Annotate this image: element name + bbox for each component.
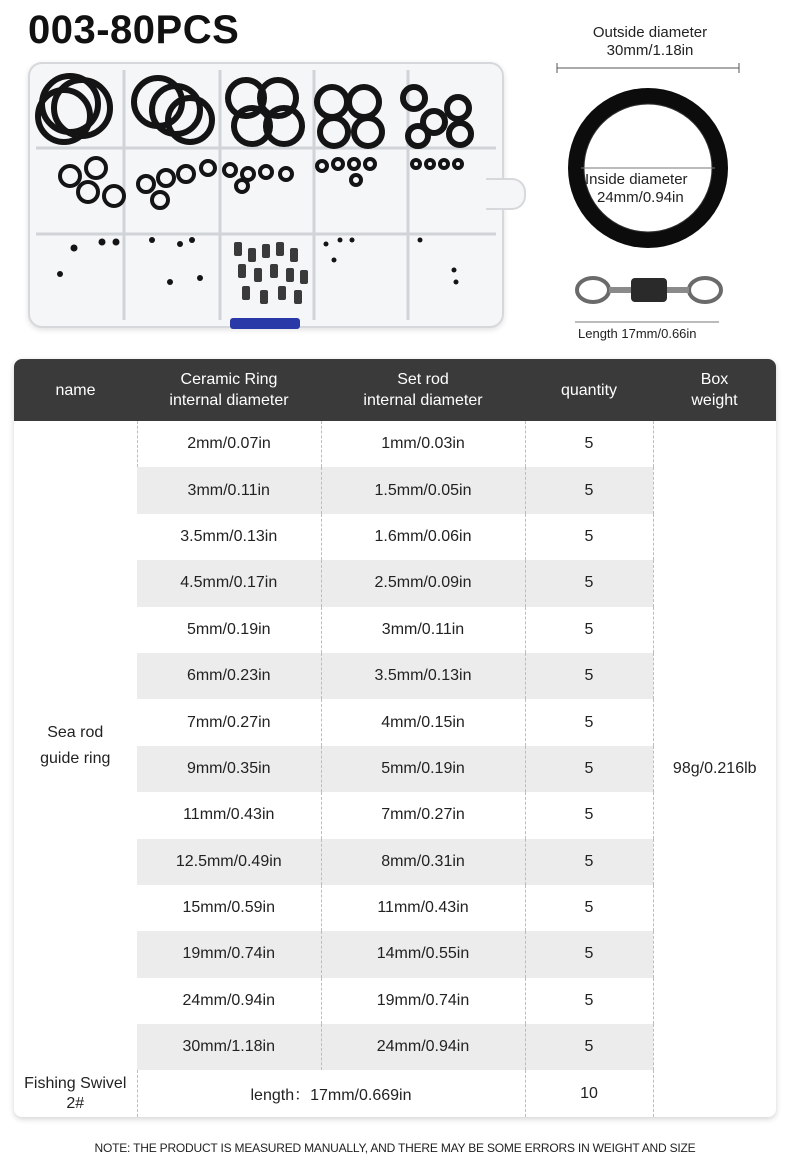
- setrod-diameter-cell: 7mm/0.27in: [321, 792, 525, 838]
- header-name: name: [14, 359, 137, 421]
- ceramic-diameter-cell: 3.5mm/0.13in: [180, 527, 278, 545]
- swivel-length-label: Length 17mm/0.66in: [578, 326, 697, 341]
- storage-box-image: [28, 62, 504, 328]
- ceramic-diameter-cell: 24mm/0.94in: [182, 991, 275, 1009]
- setrod-diameter-cell: 5mm/0.19in: [321, 746, 525, 792]
- outside-diameter-label: Outside diameter: [592, 24, 708, 41]
- quantity-cell: 5: [525, 978, 653, 1024]
- header-setrod: Set rod internal diameter: [321, 359, 525, 421]
- quantity-cell: 5: [525, 839, 653, 885]
- setrod-diameter-cell: 8mm/0.31in: [321, 839, 525, 885]
- group-name-cell: Sea rod guide ring: [14, 421, 137, 1070]
- ceramic-diameter-cell: 5mm/0.19in: [186, 620, 271, 638]
- setrod-diameter-cell: 24mm/0.94in: [321, 1024, 525, 1070]
- quantity-cell: 5: [525, 699, 653, 745]
- box-weight-cell: 98g/0.216lb: [653, 421, 776, 1117]
- ceramic-diameter-cell: 6mm/0.23in: [137, 653, 321, 699]
- outside-diameter-value: 30mm/1.18in: [606, 42, 694, 59]
- ceramic-diameter-cell: 30mm/1.18in: [137, 1024, 321, 1070]
- swivel-name-cell: Fishing Swivel 2#: [24, 1074, 127, 1112]
- setrod-diameter-cell: 11mm/0.43in: [321, 885, 525, 931]
- ceramic-diameter-cell: 3mm/0.11in: [137, 467, 321, 513]
- header-box-weight: Box weight: [653, 359, 776, 421]
- quantity-cell: 5: [525, 421, 653, 467]
- quantity-cell: 5: [525, 467, 653, 513]
- quantity-cell: 5: [525, 1024, 653, 1070]
- ceramic-diameter-cell: 15mm/0.59in: [182, 899, 275, 917]
- table-header-row: [14, 359, 776, 421]
- inside-diameter-label: Inside diameter: [585, 171, 688, 188]
- setrod-diameter-cell: 3.5mm/0.13in: [321, 653, 525, 699]
- setrod-diameter-cell: 19mm/0.74in: [321, 978, 525, 1024]
- quantity-cell: 5: [525, 514, 653, 560]
- quantity-cell: 5: [525, 560, 653, 606]
- quantity-cell: 5: [525, 792, 653, 838]
- setrod-diameter-cell: 1.5mm/0.05in: [321, 467, 525, 513]
- setrod-diameter-cell: 14mm/0.55in: [321, 931, 525, 977]
- swivel-length-cell: length：17mm/0.669in: [137, 1070, 525, 1117]
- table-row: [14, 421, 776, 467]
- header-ceramic: Ceramic Ring internal diameter: [137, 359, 321, 421]
- setrod-diameter-cell: 1.6mm/0.06in: [321, 514, 525, 560]
- quantity-cell: 5: [525, 746, 653, 792]
- ceramic-diameter-cell: 12.5mm/0.49in: [137, 839, 321, 885]
- setrod-diameter-cell: 2.5mm/0.09in: [321, 560, 525, 606]
- spec-table: [14, 359, 776, 1117]
- swivel-quantity-cell: 10: [525, 1070, 653, 1117]
- ceramic-diameter-cell: 2mm/0.07in: [137, 421, 321, 467]
- box-hanger-tab: [486, 178, 526, 210]
- quantity-cell: 5: [525, 931, 653, 977]
- setrod-diameter-cell: 1mm/0.03in: [321, 421, 525, 467]
- ceramic-diameter-cell: 7mm/0.27in: [186, 713, 271, 731]
- quantity-cell: 5: [525, 885, 653, 931]
- ceramic-diameter-cell: 9mm/0.35in: [137, 746, 321, 792]
- header-quantity: quantity: [525, 359, 653, 421]
- measurement-note: NOTE: THE PRODUCT IS MEASURED MANUALLY, AND THERE MAY BE SOME ERRORS IN WEIGHT AND SIZE: [94, 1141, 696, 1155]
- product-title: 003-80PCS: [28, 8, 240, 52]
- ceramic-diameter-cell: 11mm/0.43in: [183, 806, 275, 824]
- setrod-diameter-cell: 3mm/0.11in: [321, 607, 525, 653]
- inside-diameter-value: 24mm/0.94in: [597, 189, 684, 206]
- ceramic-diameter-cell: 19mm/0.74in: [137, 931, 321, 977]
- quantity-cell: 5: [525, 653, 653, 699]
- box-latch: [230, 318, 300, 329]
- quantity-cell: 5: [525, 607, 653, 653]
- setrod-diameter-cell: 4mm/0.15in: [321, 699, 525, 745]
- ceramic-diameter-cell: 4.5mm/0.17in: [137, 560, 321, 606]
